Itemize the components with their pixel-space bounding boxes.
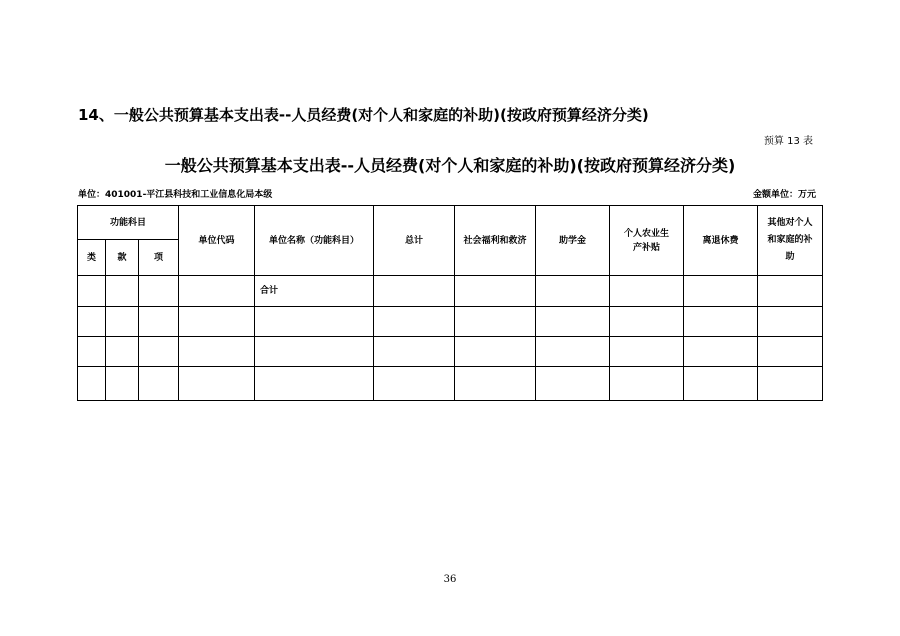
cell-lei (78, 367, 106, 401)
cell-other-subsidy (758, 367, 823, 401)
cell-retirement (684, 307, 758, 337)
cell-unit-code (179, 307, 255, 337)
cell-unit-name (255, 307, 374, 337)
page-number: 36 (443, 574, 457, 585)
cell-xiang (139, 307, 179, 337)
header-function-subject: 功能科目 (78, 206, 179, 240)
cell-stipend (536, 367, 610, 401)
cell-kuan (106, 337, 139, 367)
table-row (78, 367, 823, 401)
cell-other-subsidy (758, 337, 823, 367)
cell-kuan (106, 367, 139, 401)
cell-unit-name (255, 337, 374, 367)
cell-total (374, 276, 455, 307)
header-xiang: 项 (139, 240, 179, 276)
cell-retirement (684, 276, 758, 307)
cell-social-welfare (455, 307, 536, 337)
cell-retirement (684, 367, 758, 401)
header-total: 总计 (374, 206, 455, 276)
cell-unit-code (179, 276, 255, 307)
table-row (78, 307, 823, 337)
cell-unit-code (179, 367, 255, 401)
header-retirement: 离退休费 (684, 206, 758, 276)
header-agri-subsidy: 个人农业生产补贴 (610, 206, 684, 276)
header-unit-name: 单位名称（功能科目） (255, 206, 374, 276)
budget-table (77, 205, 823, 401)
cell-xiang (139, 337, 179, 367)
header-kuan: 款 (106, 240, 139, 276)
table-title: 一般公共预算基本支出表--人员经费(对个人和家庭的补助)(按政府预算经济分类) (164, 156, 736, 175)
cell-total (374, 367, 455, 401)
cell-social-welfare (455, 276, 536, 307)
cell-other-subsidy (758, 276, 823, 307)
cell-unit-code (179, 337, 255, 367)
cell-kuan (106, 276, 139, 307)
cell-stipend (536, 307, 610, 337)
cell-stipend (536, 337, 610, 367)
form-number: 预算 13 表 (763, 136, 813, 147)
cell-unit-name (255, 367, 374, 401)
header-social-welfare: 社会福利和救济 (455, 206, 536, 276)
cell-unit-name: 合计 (255, 276, 374, 307)
table-row (78, 276, 823, 307)
header-other-subsidy: 其他对个人和家庭的补助 (758, 206, 823, 276)
section-heading: 14、一般公共预算基本支出表--人员经费(对个人和家庭的补助)(按政府预算经济分类) (78, 106, 649, 124)
cell-kuan (106, 307, 139, 337)
cell-xiang (139, 367, 179, 401)
cell-xiang (139, 276, 179, 307)
cell-other-subsidy (758, 307, 823, 337)
table-row (78, 337, 823, 367)
cell-agri-subsidy (610, 367, 684, 401)
cell-total (374, 337, 455, 367)
cell-stipend (536, 276, 610, 307)
cell-lei (78, 307, 106, 337)
cell-agri-subsidy (610, 337, 684, 367)
header-lei: 类 (78, 240, 106, 276)
cell-lei (78, 276, 106, 307)
unit-label: 单位：401001-平江县科技和工业信息化局本级 (78, 190, 273, 200)
cell-lei (78, 337, 106, 367)
cell-total (374, 307, 455, 337)
cell-social-welfare (455, 337, 536, 367)
cell-retirement (684, 337, 758, 367)
cell-social-welfare (455, 367, 536, 401)
header-stipend: 助学金 (536, 206, 610, 276)
cell-agri-subsidy (610, 307, 684, 337)
cell-agri-subsidy (610, 276, 684, 307)
amount-unit-label: 金额单位：万元 (752, 190, 816, 200)
header-unit-code: 单位代码 (179, 206, 255, 276)
